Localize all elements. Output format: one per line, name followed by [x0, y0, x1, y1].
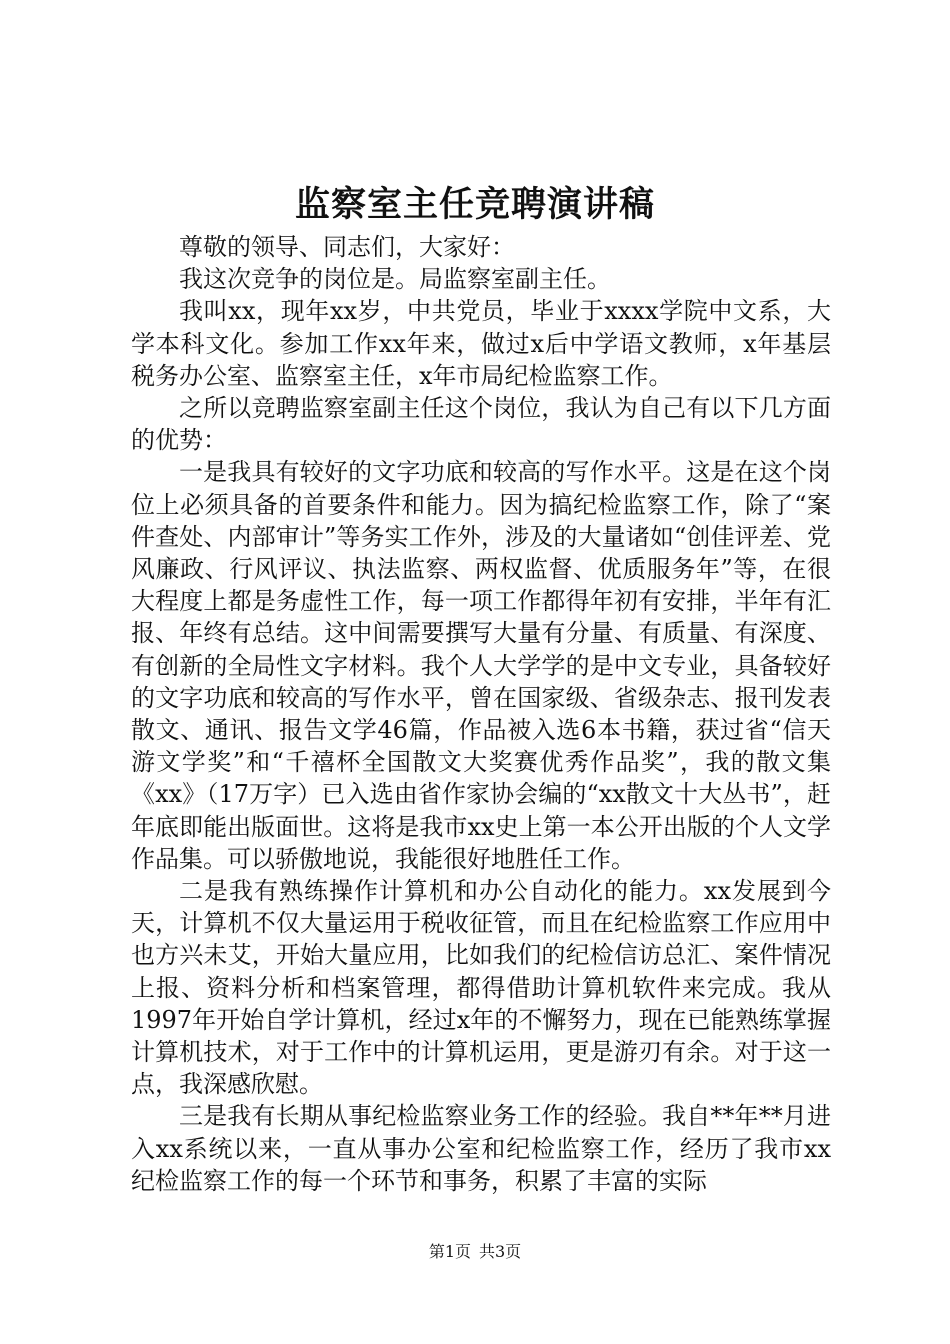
document-title: 监察室主任竞聘演讲稿	[294, 184, 655, 225]
document-body	[131, 231, 831, 1197]
page-number: 第1页	[428, 1242, 471, 1261]
page-total: 共3页	[479, 1242, 522, 1261]
paragraph-advantage-two: 二是我有熟练操作计算机和办公自动化的能力。xx发展到今天，计算机不仅大量运用于税收征管，而且在纪检监察工作应用中也方兴未艾，开始大量应用，比如我们的纪检信访总汇、案件情况上报、资料分析和档案管理，都得借助计算机软件来完成。我从1997年开始自学计算机，经过x年的不懈努力，现在已能熟练掌握计算机技术，对于工作中的计算机运用，更是游刃有余。对于这一点，我深感欣慰。	[131, 877, 831, 1099]
paragraph-position: 我这次竞争的岗位是。局监察室副主任。	[179, 265, 611, 294]
paragraph-advantages-intro: 之所以竞聘监察室副主任这个岗位，我认为自己有以下几方面的优势：	[131, 394, 831, 455]
paragraph-advantage-one: 一是我具有较好的文字功底和较高的写作水平。这是在这个岗位上必须具备的首要条件和能力。因为搞纪检监察工作，除了“案件查处、内部审计”等务实工作外，涉及的大量诸如“创佳评差、党风廉政、行风评议、执法监察、两权监督、优质服务年”等，在很大程度上都是务虚性工作，每一项工作都得年初有安排，半年有汇报、年终有总结。这中间需要撰写大量有分量、有质量、有深度、有创新的全局性文字材料。我个人大学学的是中文专业，具备较好的文字功底和较高的写作水平，曾在国家级、省级杂志、报刊发表散文、通讯、报告文学46篇，作品被入选6本书籍，获过省“信天游文学奖”和“千禧杯全国散文大奖赛优秀作品奖”，我的散文集《xx》（17万字）已入选由省作家协会编的“xx散文十大丛书”，赶年底即能出版面世。这将是我市xx史上第一本公开出版的个人文学作品集。可以骄傲地说，我能很好地胜任工作。	[131, 458, 831, 873]
paragraph-introduction: 我叫xx，现年xx岁，中共党员，毕业于xxxx学院中文系，大学本科文化。参加工作xx年来，做过x后中学语文教师，x年基层税务办公室、监察室主任，x年市局纪检监察工作。	[131, 297, 831, 390]
page-footer	[0, 1241, 950, 1263]
paragraph-greeting: 尊敬的领导、同志们，大家好：	[179, 233, 515, 261]
paragraph-advantage-three: 三是我有长期从事纪检监察业务工作的经验。我自**年**月进入xx系统以来，一直从事办公室和纪检监察工作，经历了我市xx纪检监察工作的每一个环节和事务，积累了丰富的实际	[131, 1102, 831, 1195]
